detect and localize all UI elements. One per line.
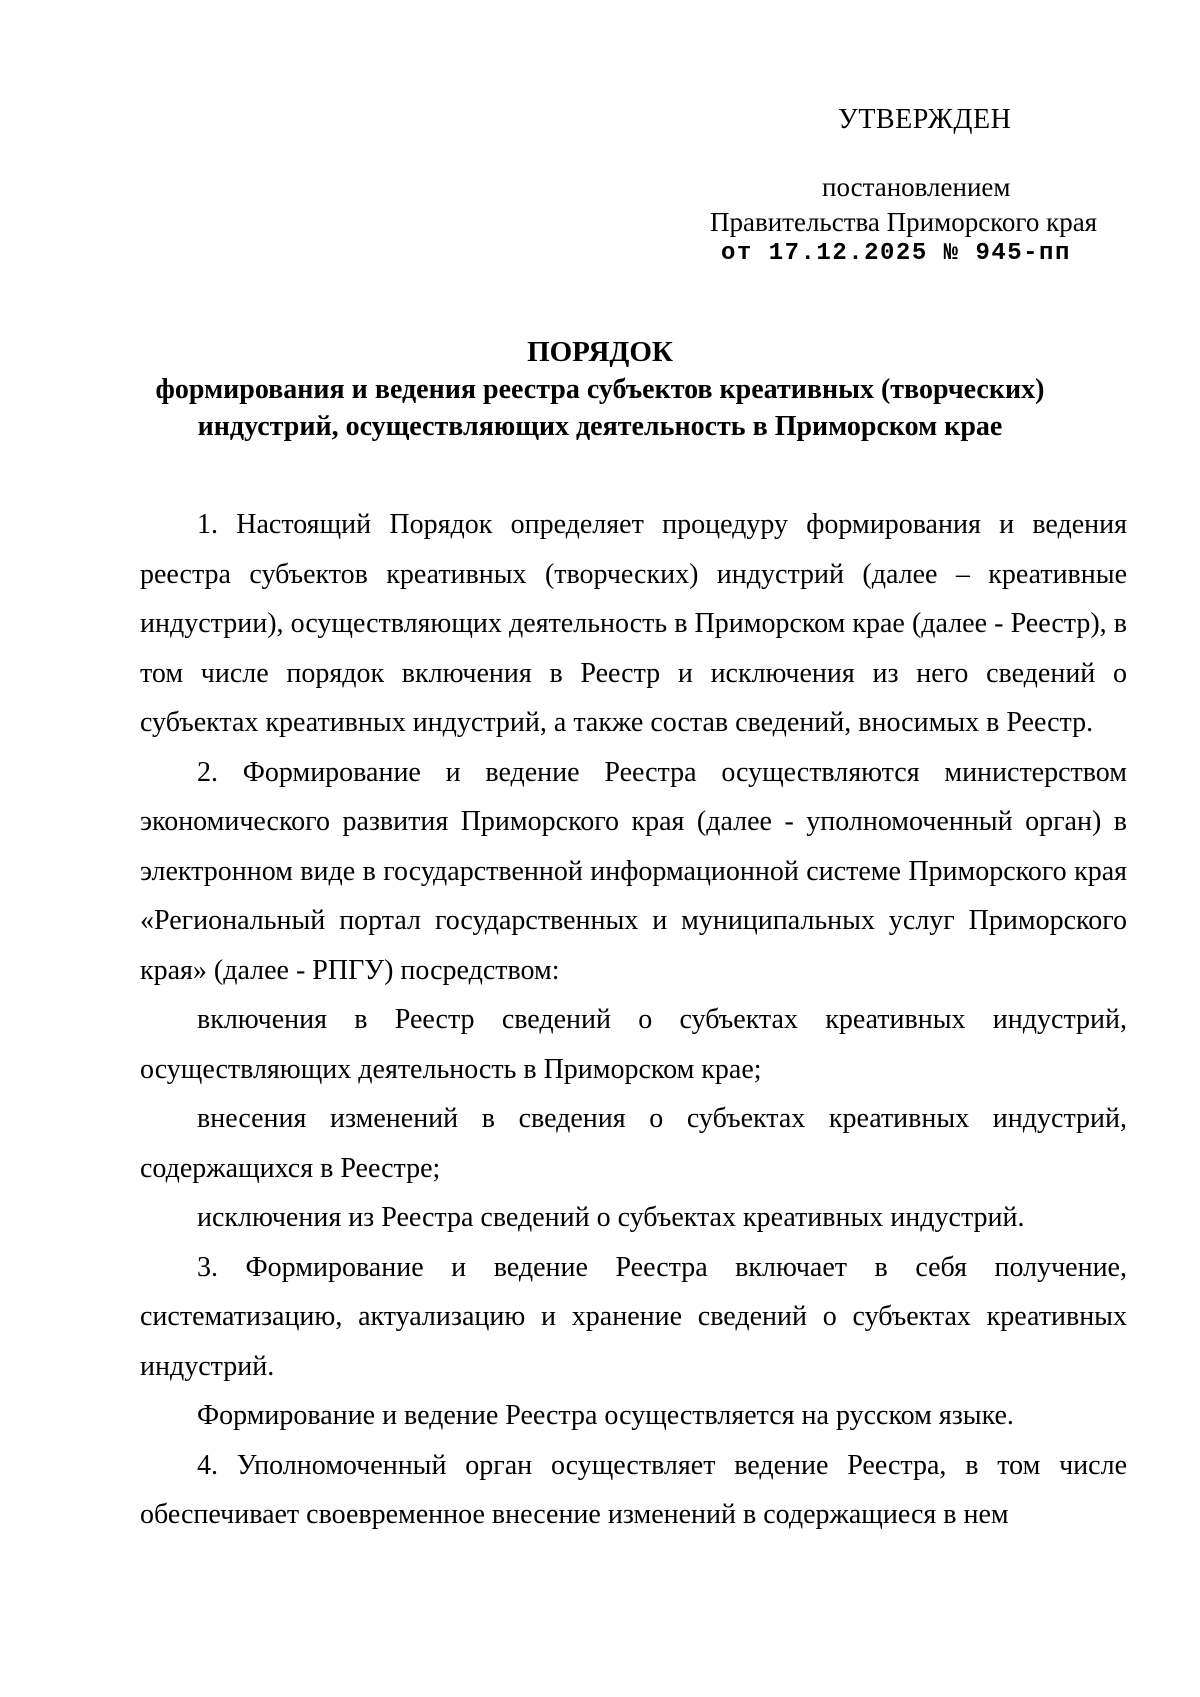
title-main: ПОРЯДОК <box>527 336 673 368</box>
resolution-date-number: от 17.12.2025 № 945-пп <box>721 240 1071 267</box>
paragraph-2-item-3: исключения из Реестра сведений о субъектах креативных индустрий. <box>197 1202 1025 1233</box>
approved-label: УТВЕРЖДЕН <box>838 104 1012 135</box>
paragraph-1: 1. Настоящий Порядок определяет процедуру формирования и ведения реестра субъектов креативных (творческих) индустрий (далее – креативные индустрии), осуществляющих деятельность в Приморском крае (далее - Реестр), в том числе порядок включения в Реестр и исключения из него сведений о субъектах креативных индустрий, а также состав сведений, вносимых в Реестр. <box>140 509 1127 738</box>
document-title <box>100 334 1100 445</box>
document-body <box>140 500 1127 1540</box>
resolution-label: постановлением <box>822 172 1011 202</box>
paragraph-4: 4. Уполномоченный орган осуществляет ведение Реестра, в том числе обеспечивает своевременное внесение изменений в содержащиеся в нем <box>140 1449 1127 1530</box>
paragraph-3: 3. Формирование и ведение Реестра включает в себя получение, систематизацию, актуализацию и хранение сведений о субъектах креативных индустрий. <box>140 1251 1127 1382</box>
paragraph-3-language: Формирование и ведение Реестра осуществляется на русском языке. <box>197 1400 1014 1431</box>
title-line-1: формирования и ведения реестра субъектов креативных (творческих) <box>155 374 1045 405</box>
title-line-2: индустрий, осуществляющих деятельность в Приморском крае <box>197 411 1003 442</box>
paragraph-2-item-2: внесения изменений в сведения о субъектах креативных индустрий, содержащихся в Реестре; <box>140 1103 1127 1184</box>
paragraph-2: 2. Формирование и ведение Реестра осуществляются министерством экономического развития Приморского края (далее - уполномоченный орган) в электронном виде в государственной информационной системе Приморского края «Региональный портал государственных и муниципальных услуг Приморского края» (далее - РПГУ) посредством: <box>140 756 1127 986</box>
paragraph-2-item-1: включения в Реестр сведений о субъектах креативных индустрий, осуществляющих деятельность в Приморском крае; <box>140 1004 1127 1085</box>
government-label: Правительства Приморского края <box>710 207 1098 237</box>
